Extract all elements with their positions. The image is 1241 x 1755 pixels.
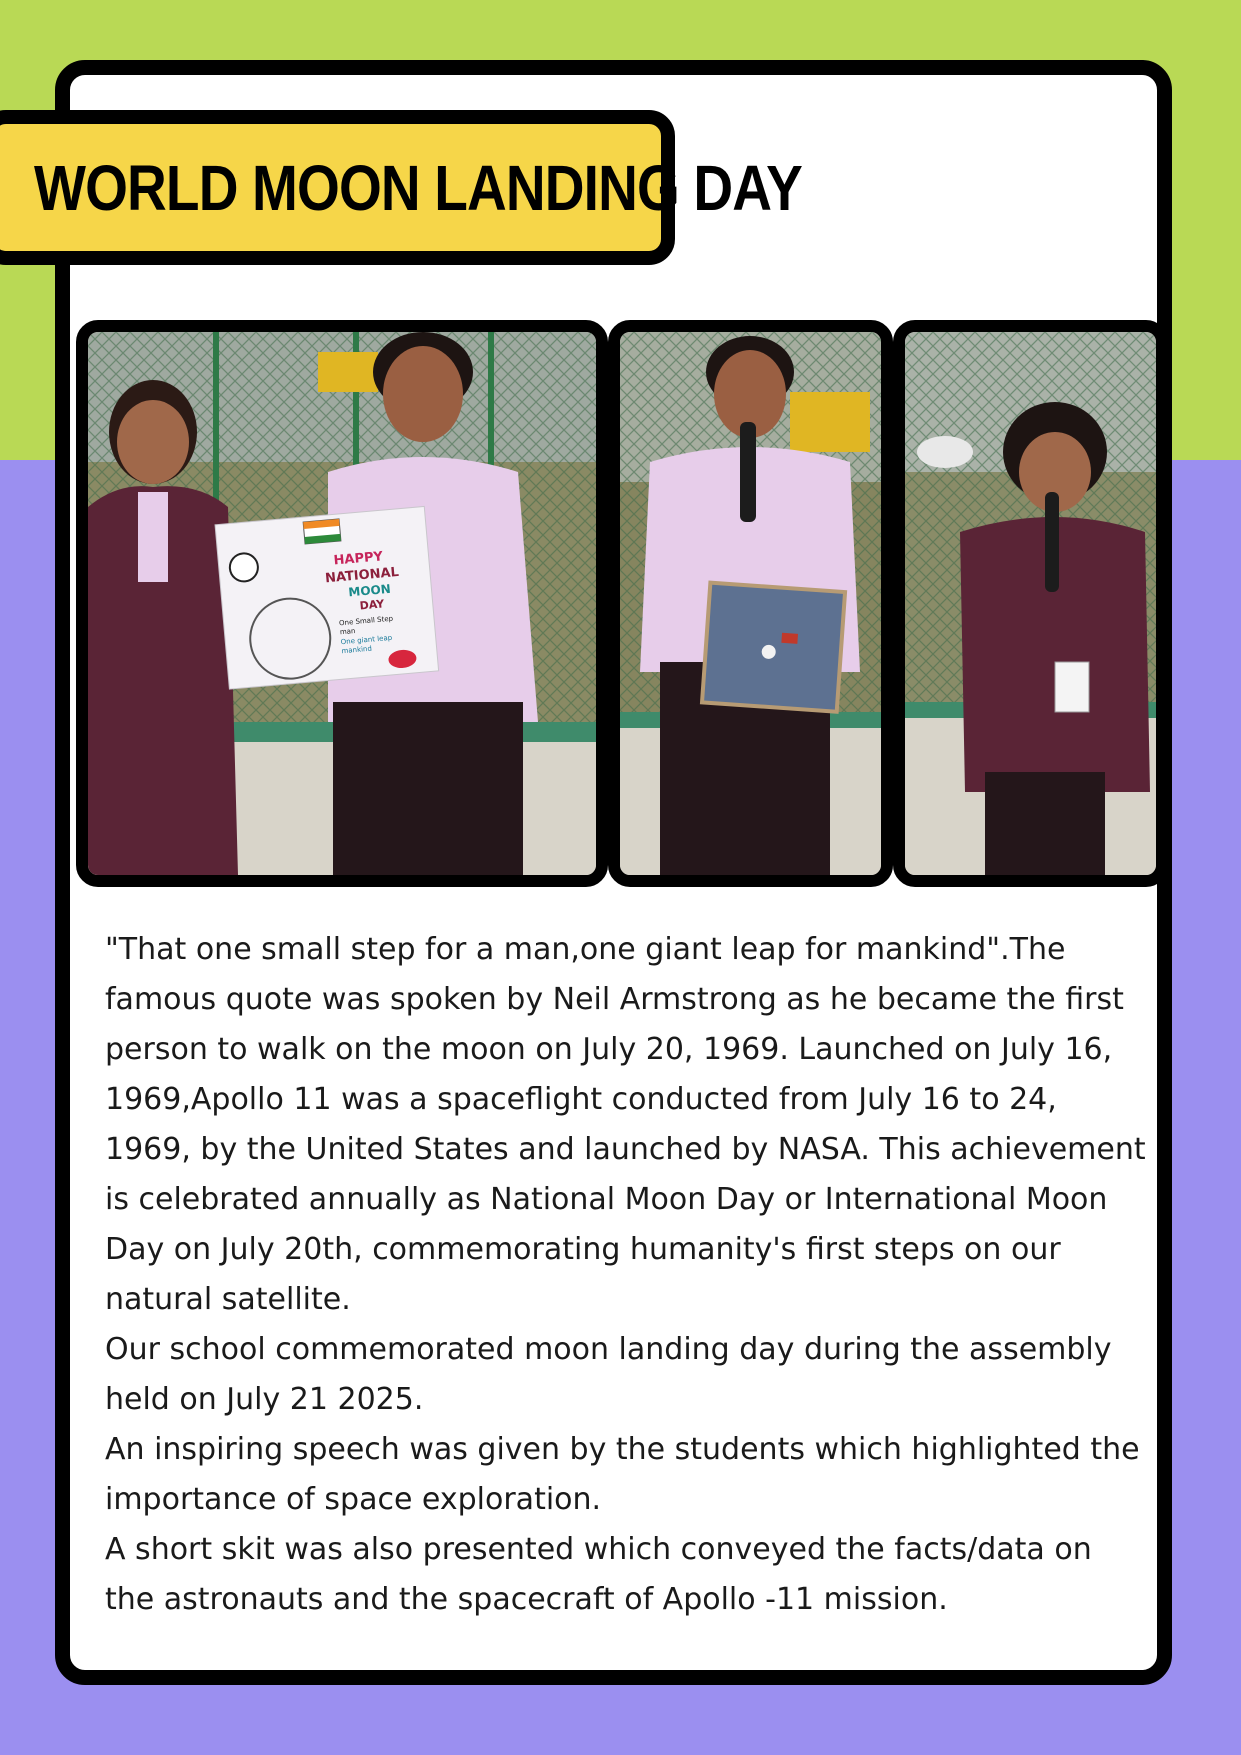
- paragraph-assembly: Our school commemorated moon landing day during the assembly held on July 21 2025.: [105, 1332, 1112, 1417]
- poster-line-5: One Small Step: [338, 614, 394, 628]
- photo-student-speaking: [893, 320, 1168, 887]
- poster-line-3: MOON: [347, 581, 392, 600]
- page-title: WORLD MOON LANDING DAY: [34, 151, 802, 224]
- article-body: [105, 925, 1150, 1625]
- title-banner: [0, 110, 802, 265]
- photo-student-speaking-with-picture: [608, 320, 893, 887]
- poster-line-4: DAY: [359, 597, 385, 613]
- paragraph-history: "That one small step for a man,one giant leap for mankind".The famous quote was spoken by Neil Armstrong as he became the first person to walk on the moon on July 20, 1969. Launched on July 16, 1969,Apollo 11 was a spaceflight conducted from July 16 to 24, 1969, by the United States and launched by NASA. This achievement is celebrated annually as National Moon Day or International Moon Day on July 20th, commemorating humanity's first steps on our natural satellite.: [105, 932, 1146, 1317]
- poster-line-6: man: [339, 626, 356, 637]
- poster-line-1: HAPPY: [333, 549, 384, 569]
- paragraph-speech: An inspiring speech was given by the students which highlighted the importance of space exploration.: [105, 1432, 1140, 1517]
- photo-students-with-poster: [76, 320, 608, 887]
- poster-line-8: mankind: [341, 644, 373, 656]
- poster-line-7: One giant leap: [340, 633, 393, 647]
- paragraph-skit: A short skit was also presented which conveyed the facts/data on the astronauts and the spacecraft of Apollo -11 mission.: [105, 1532, 1092, 1617]
- poster-line-2: NATIONAL: [324, 564, 400, 587]
